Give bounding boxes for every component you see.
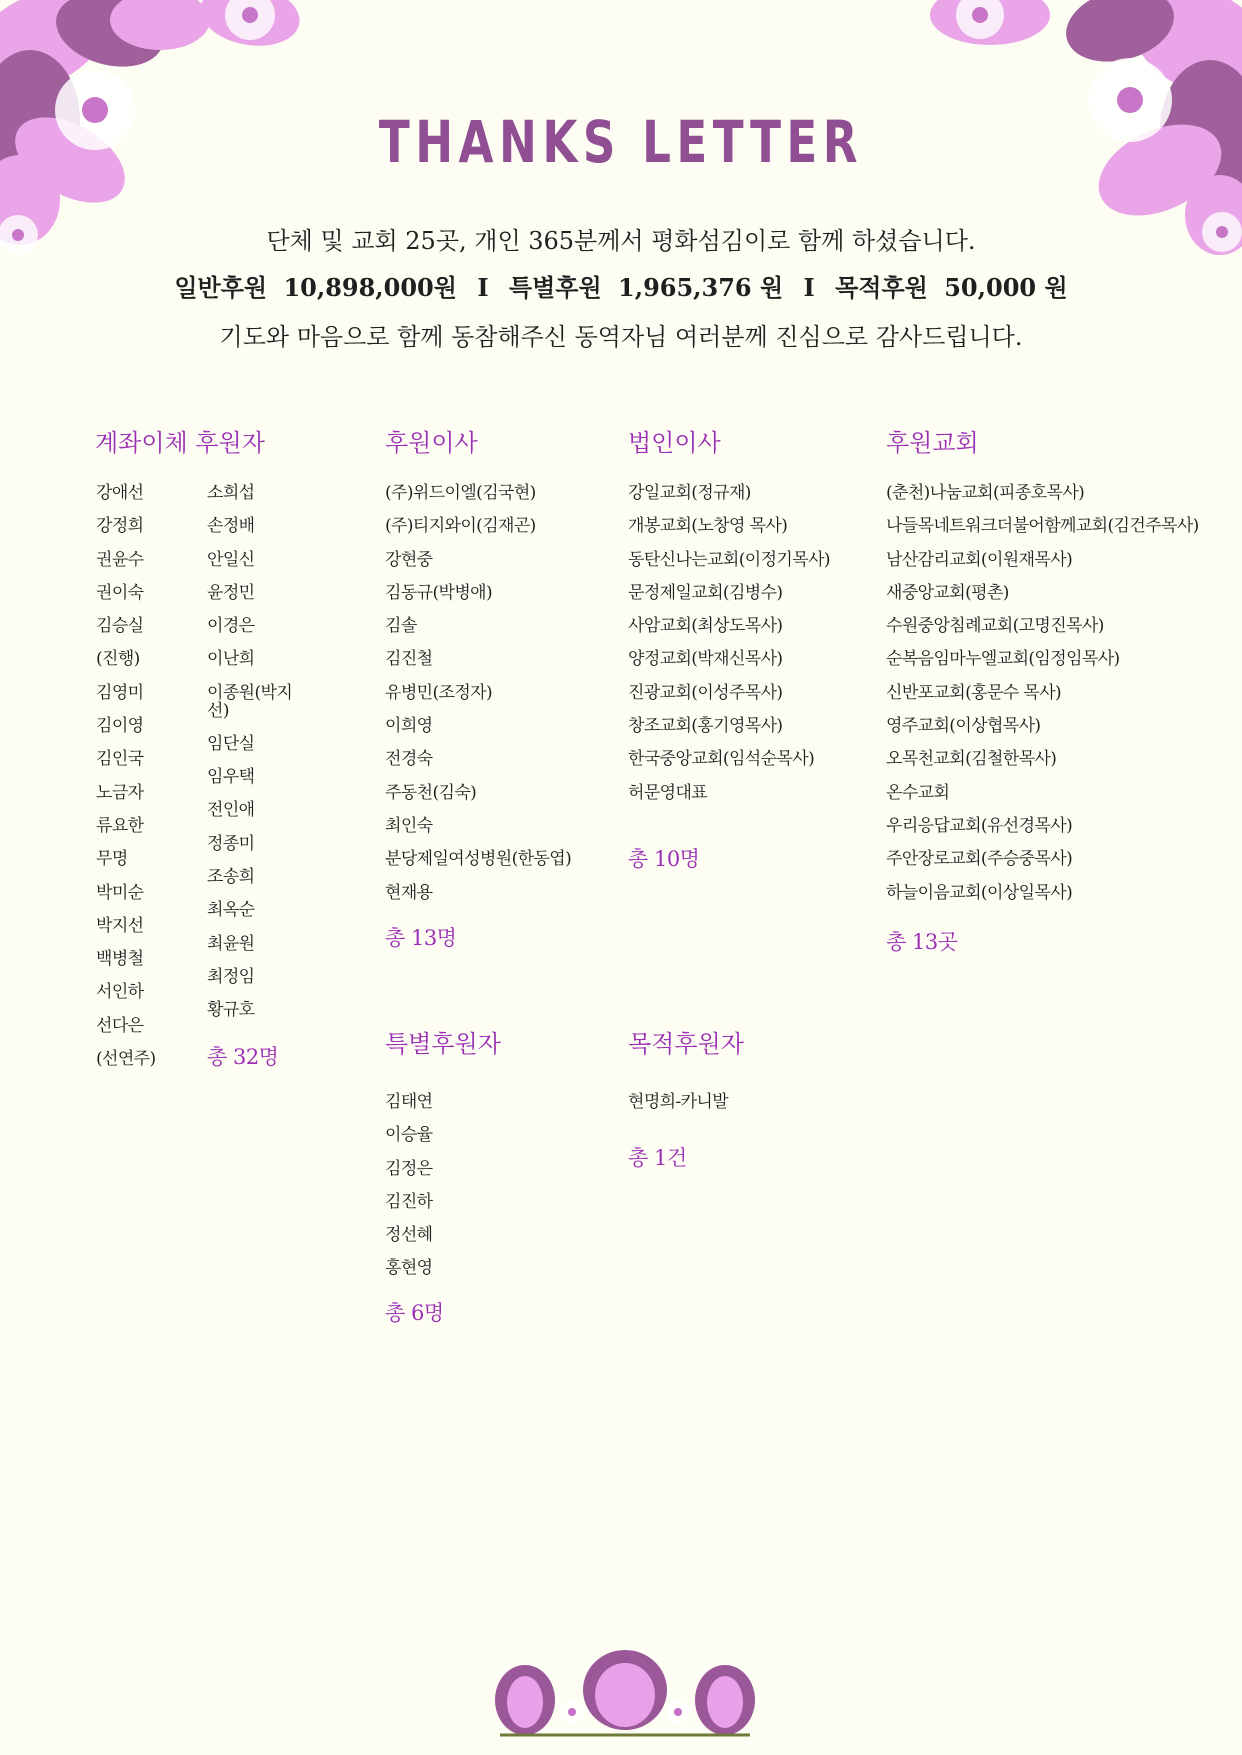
list-item: 서인하 [96, 982, 144, 1003]
list-item: 남산감리교회(이원재목사) [886, 549, 1073, 570]
list-item: 김영미 [96, 682, 144, 703]
list-item: 최인숙 [385, 815, 433, 836]
list-item: 우리응답교회(유선경목사) [886, 815, 1073, 836]
list-item: 최옥순 [207, 900, 255, 921]
corporate-directors-heading: 법인이사 [628, 429, 721, 457]
list-item: 정선혜 [385, 1225, 433, 1246]
list-item: 사암교회(최상도목사) [628, 616, 783, 637]
corporate-directors-list [628, 477, 830, 810]
list-item: 김승실 [96, 616, 144, 637]
purpose-support-amount: 50,000 원 [944, 273, 1068, 302]
list-item: 창조교회(홍기영목사) [628, 716, 783, 737]
list-item: 선다은 [96, 1015, 144, 1036]
support-directors-list [385, 477, 571, 910]
list-item: 문정제일교회(김병수) [628, 582, 783, 603]
list-item: 정종미 [207, 833, 255, 854]
transfer-donors-list-col2 [207, 477, 312, 1027]
list-item: 온수교회 [886, 782, 950, 803]
list-item: (선연주) [96, 1049, 156, 1070]
list-item: 류요한 [96, 815, 144, 836]
list-item: 하늘이음교회(이상일목사) [886, 882, 1073, 903]
purpose-support-label: 목적후원 [835, 273, 928, 302]
list-item: 강일교회(정규재) [628, 483, 751, 503]
list-item: 주동천(김숙) [385, 782, 477, 803]
intro-line-3: 기도와 마음으로 함께 동참해주신 동역자님 여러분께 진심으로 감사드립니다. [219, 323, 1023, 351]
separator: I [477, 273, 489, 302]
list-item: 나들목네트워크더불어함께교회(김건주목사) [886, 516, 1199, 537]
list-item: 김솔 [385, 616, 417, 637]
list-item: 김진철 [385, 649, 433, 670]
support-directors-heading: 후원이사 [385, 429, 478, 457]
purpose-donors-list [628, 1086, 728, 1119]
list-item: 강애선 [96, 483, 144, 503]
list-item: (주)위드이엘(김국현) [385, 483, 536, 503]
list-item: 김정은 [385, 1158, 433, 1179]
list-item: 강현중 [385, 549, 433, 570]
list-item: 김이영 [96, 716, 144, 737]
special-donors-heading: 특별후원자 [385, 1030, 501, 1058]
list-item: 이종원(박지선) [207, 682, 293, 721]
list-item: 허문영대표 [628, 782, 708, 803]
purpose-donors-total: 총 1건 [628, 1146, 687, 1170]
list-item: 이난희 [207, 649, 255, 670]
list-item: 새중앙교회(평촌) [886, 582, 1009, 603]
list-item: 순복음임마누엘교회(임정임목사) [886, 649, 1120, 670]
list-item: 진광교회(이성주목사) [628, 682, 783, 703]
list-item: 권이숙 [96, 582, 144, 603]
list-item: 김인국 [96, 749, 144, 770]
list-item: 현명희-카니발 [628, 1092, 729, 1112]
general-support-label: 일반후원 [174, 273, 268, 302]
list-item: 수원중앙침례교회(고명진목사) [886, 616, 1104, 637]
supporting-churches-list [886, 477, 1199, 910]
list-item: 홍현영 [385, 1258, 433, 1279]
list-item: 전경숙 [385, 749, 433, 770]
list-item: 양정교회(박재신목사) [628, 649, 783, 670]
special-support-label: 특별후원 [508, 273, 602, 302]
list-item: 김동규(박병애) [385, 582, 492, 603]
list-item: 윤정민 [207, 582, 255, 603]
transfer-donors-total: 총 32명 [207, 1045, 279, 1069]
special-donors-total: 총 6명 [385, 1301, 444, 1325]
separator: I [803, 273, 815, 302]
list-item: 소희섭 [207, 483, 255, 503]
list-item: 영주교회(이상협목사) [886, 716, 1041, 737]
list-item: 임우택 [207, 767, 255, 788]
intro-line-1: 단체 및 교회 25곳, 개인 365분께서 평화섬김이로 함께 하셨습니다. [266, 227, 976, 255]
intro-line-2 [0, 273, 1242, 303]
list-item: 김진하 [385, 1191, 433, 1212]
list-item: 박지선 [96, 915, 144, 936]
list-item: 조송희 [207, 866, 255, 887]
list-item: 임단실 [207, 733, 255, 754]
list-item: 한국중앙교회(임석순목사) [628, 749, 815, 770]
transfer-donors-heading: 계좌이체 후원자 [95, 429, 265, 457]
corporate-directors-total: 총 10명 [628, 847, 700, 871]
special-support-amount: 1,965,376 원 [618, 273, 784, 302]
list-item: 분당제일여성병원(한동엽) [385, 849, 572, 870]
flower-decoration-bottom [490, 1640, 760, 1750]
list-item: 안일신 [207, 549, 255, 570]
list-item: 손정배 [207, 516, 255, 537]
list-item: 유병민(조정자) [385, 682, 492, 703]
list-item: 이경은 [207, 616, 255, 637]
list-item: (주)티지와이(김재곤) [385, 516, 536, 537]
list-item: 권윤수 [96, 549, 144, 570]
list-item: 황규호 [207, 1000, 255, 1021]
support-directors-total: 총 13명 [385, 926, 457, 950]
supporting-churches-total: 총 13곳 [886, 930, 958, 954]
list-item: 전인애 [207, 800, 255, 821]
list-item: 개봉교회(노창영 목사) [628, 516, 788, 537]
list-item: 동탄신나는교회(이정기목사) [628, 549, 830, 570]
list-item: 현재용 [385, 882, 433, 903]
list-item: (춘천)나눔교회(피종호목사) [886, 483, 1085, 503]
list-item: 최정임 [207, 966, 255, 987]
list-item: 이승율 [385, 1125, 433, 1146]
list-item: 박미순 [96, 882, 144, 903]
special-donors-list [385, 1086, 432, 1286]
list-item: 이희영 [385, 716, 433, 737]
transfer-donors-list-col1 [96, 477, 156, 1076]
page-title: THANKS LETTER [378, 108, 864, 176]
list-item: 신반포교회(홍문수 목사) [886, 682, 1062, 703]
list-item: 백병철 [96, 949, 144, 970]
list-item: 오목천교회(김철한목사) [886, 749, 1057, 770]
list-item: (진행) [96, 649, 140, 670]
list-item: 강정희 [96, 516, 144, 537]
supporting-churches-heading: 후원교회 [886, 429, 979, 457]
list-item: 최윤원 [207, 933, 255, 954]
list-item: 노금자 [96, 782, 144, 803]
list-item: 주안장로교회(주승중목사) [886, 849, 1073, 870]
list-item: 김태연 [385, 1092, 433, 1112]
general-support-amount: 10,898,000원 [283, 273, 457, 302]
list-item: 무명 [96, 849, 128, 870]
purpose-donors-heading: 목적후원자 [628, 1030, 744, 1058]
